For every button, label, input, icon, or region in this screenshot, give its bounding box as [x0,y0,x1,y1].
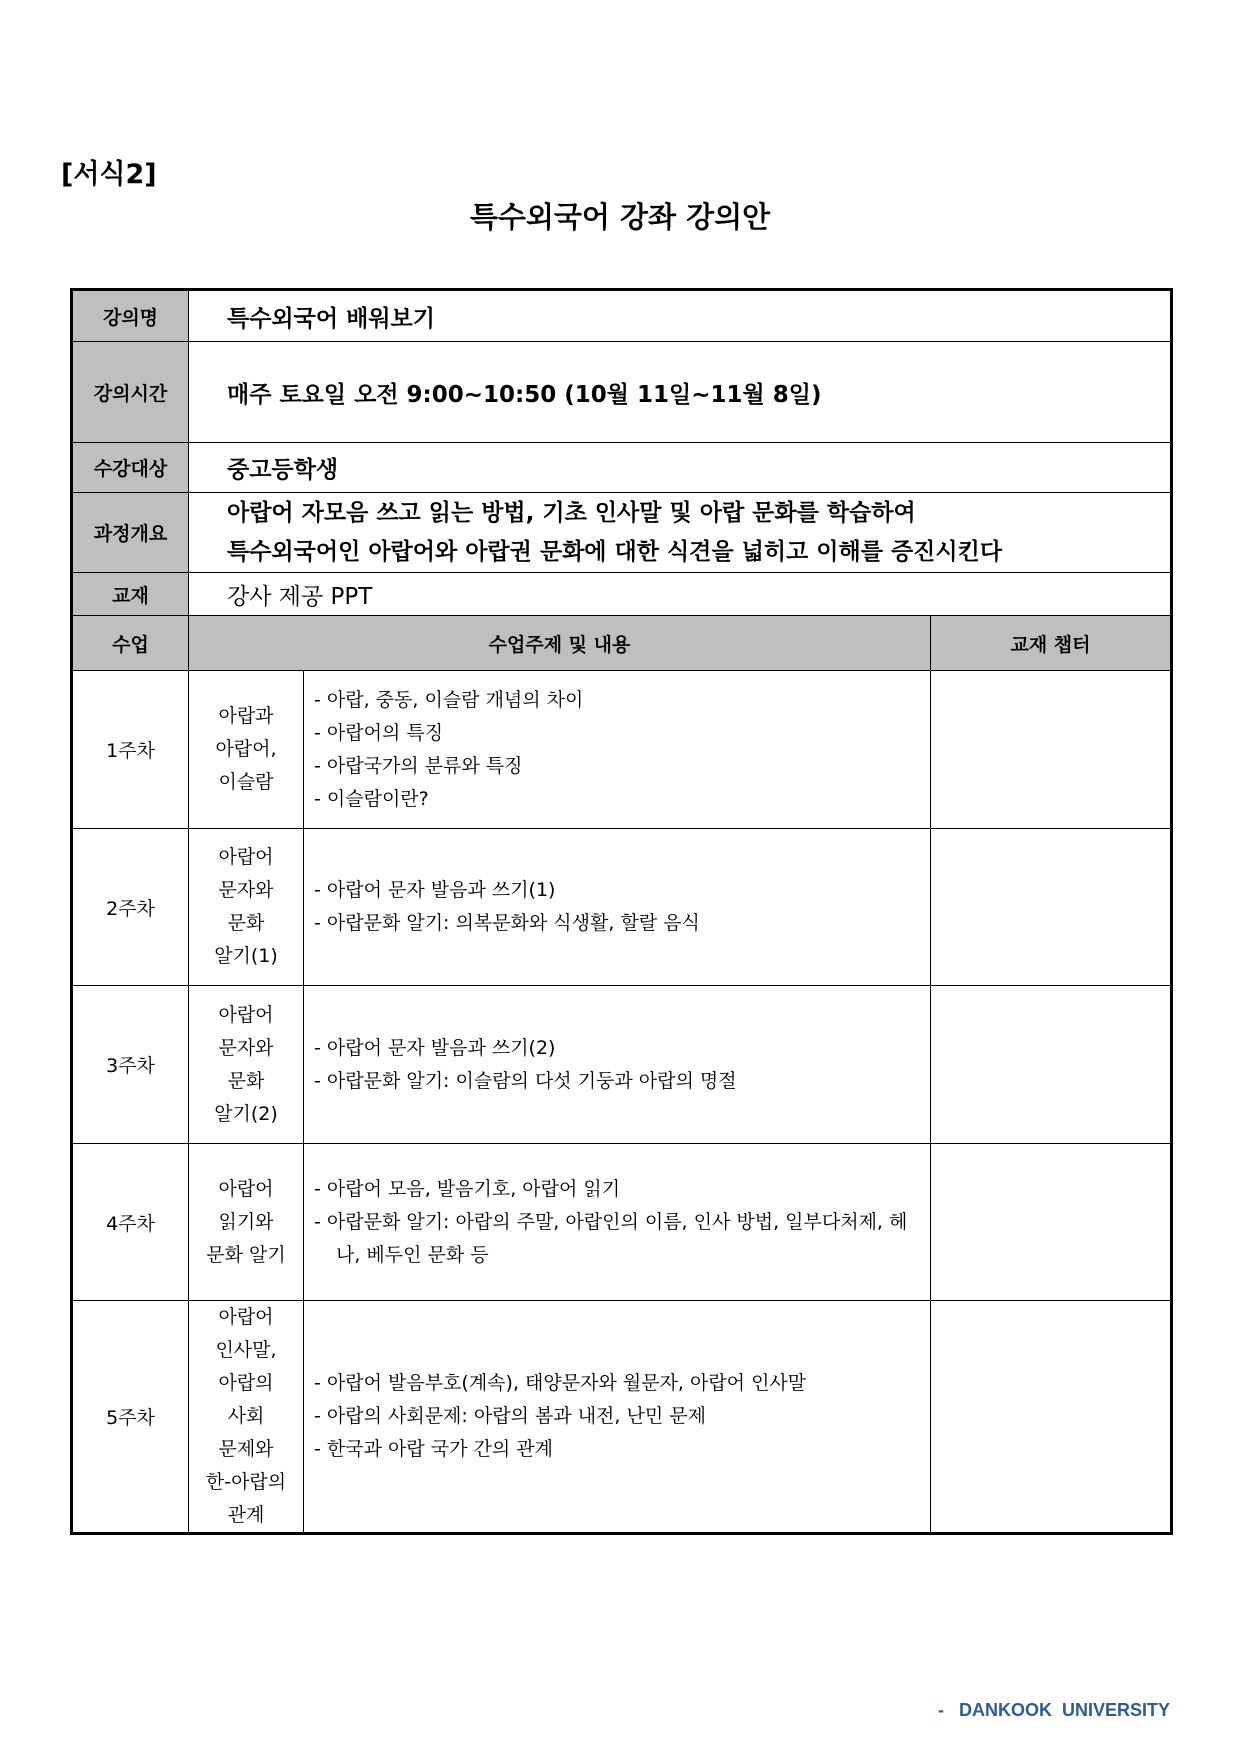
week-chapter [931,1144,1172,1301]
textbook-label: 교재 [72,573,189,616]
overview-line: 특수외국어인 아랍어와 아랍권 문화에 대한 식견을 넓히고 이해를 증진시킨다 [227,538,1003,565]
content-item: - 아랍어 문자 발음과 쓰기(1) [314,879,556,901]
week-content [304,986,931,1144]
week-topic [189,829,304,986]
week-chapter [931,986,1172,1144]
chapter-header: 교재 챕터 [931,616,1172,671]
target-label: 수강대상 [72,443,189,493]
topic-line: 문제와 [218,1438,274,1460]
week-row [72,1301,1172,1534]
topic-line: 문화 [227,1069,265,1092]
week-topic [189,1301,304,1534]
week-content [304,829,931,986]
syllabus-table [70,288,1173,1535]
week-label: 2주차 [72,829,189,986]
topic-header: 수업주제 및 내용 [189,616,931,671]
topic-line: 아랍과 [218,705,274,727]
topic-line: 아랍어 [218,1003,274,1026]
content-item: - 아랍문화 알기: 의복문화와 식생활, 할랄 음식 [314,912,700,934]
week-content [304,1301,931,1534]
overview-value [189,493,1172,573]
week-topic [189,671,304,829]
content-item: - 이슬람이란? [314,787,429,810]
content-item: - 아랍의 사회문제: 아랍의 봄과 내전, 난민 문제 [314,1405,706,1427]
topic-line: 알기(1) [214,945,278,967]
week-label: 3주차 [72,986,189,1144]
course-name-value: 특수외국어 배워보기 [189,290,1172,342]
schedule-label: 강의시간 [72,342,189,443]
week-row [72,829,1172,986]
week-content [304,671,931,829]
topic-line: 한-아랍의 [205,1471,287,1493]
week-row [72,671,1172,829]
week-row [72,1144,1172,1301]
content-item: - 아랍, 중동, 이슬람 개념의 차이 [314,688,584,711]
content-item: - 아랍문화 알기: 아랍의 주말, 아랍인의 이름, 인사 방법, 일부다처제, 헤나, 베두인 문화 등 [314,1210,908,1266]
lesson-header: 수업 [72,616,189,671]
course-name-label: 강의명 [72,290,189,342]
page-title: 특수외국어 강좌 강의안 [469,200,771,234]
content-item: - 아랍어 모음, 발음기호, 아랍어 읽기 [314,1177,621,1200]
week-chapter [931,671,1172,829]
content-item: - 아랍어의 특징 [314,721,444,744]
week-label: 5주차 [72,1301,189,1534]
footer-university: - DANKOOK UNIVERSITY [938,1700,1171,1720]
topic-line: 아랍어 [218,846,274,868]
content-item: - 아랍어 문자 발음과 쓰기(2) [314,1036,556,1059]
topic-line: 아랍어 [218,1177,274,1200]
week-topic [189,986,304,1144]
topic-line: 이슬람 [218,771,274,793]
target-value: 중고등학생 [189,443,1172,493]
week-content [304,1144,931,1301]
week-label: 4주차 [72,1144,189,1301]
topic-line: 사회 [227,1405,265,1427]
overview-line: 아랍어 자모음 쓰고 읽는 방법, 기초 인사말 및 아랍 문화를 학습하여 [227,499,916,526]
topic-line: 문자와 [218,1036,274,1059]
week-topic [189,1144,304,1301]
week-chapter [931,1301,1172,1534]
content-item: - 한국과 아랍 국가 간의 관계 [314,1438,553,1460]
topic-line: 알기(2) [214,1102,278,1125]
topic-line: 문화 알기 [206,1243,286,1266]
content-item: - 아랍어 발음부호(계속), 태양문자와 월문자, 아랍어 인사말 [314,1372,807,1394]
week-chapter [931,829,1172,986]
topic-line: 문화 [227,912,265,934]
content-item: - 아랍문화 알기: 이슬람의 다섯 기둥과 아랍의 명절 [314,1069,737,1092]
schedule-value: 매주 토요일 오전 9:00~10:50 (10월 11일~11월 8일) [189,342,1172,443]
topic-line: 아랍어, [215,738,277,760]
week-label: 1주차 [72,671,189,829]
topic-line: 관계 [227,1504,265,1526]
topic-line: 인사말, [215,1339,277,1361]
content-item: - 아랍국가의 분류와 특징 [314,754,523,777]
topic-line: 아랍어 [218,1306,274,1328]
topic-line: 읽기와 [218,1210,274,1233]
topic-line: 문자와 [218,879,274,901]
form-number: [서식2] [61,159,157,190]
overview-label: 과정개요 [72,493,189,573]
textbook-value: 강사 제공 PPT [189,573,1172,616]
topic-line: 아랍의 [218,1372,274,1394]
week-row [72,986,1172,1144]
